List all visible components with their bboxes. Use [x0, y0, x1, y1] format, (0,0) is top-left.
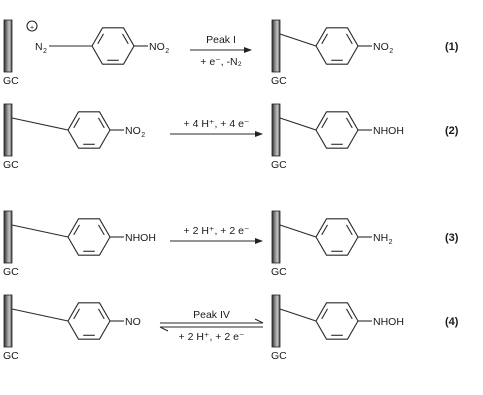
- reaction-3-arrow-head: [255, 238, 263, 244]
- reaction-4-arrow-label-above: Peak IV: [193, 309, 230, 321]
- reaction-4-reactant-gc-electrode: [4, 295, 12, 347]
- reaction-4-reactant-surface-bond: [12, 309, 68, 321]
- reaction-3-product-substituent-label: NH: [373, 232, 389, 244]
- reaction-4-reactant-gc-label: GC: [3, 350, 19, 362]
- reaction-2-product-gc-electrode: [272, 104, 280, 156]
- reaction-1-arrow-label-below: + e⁻, -N₂: [200, 56, 242, 68]
- reaction-1-equation-number: (1): [445, 41, 459, 53]
- reaction-2-reactant-benzene-ring: [68, 112, 110, 148]
- reaction-3-reactant-gc-electrode: [4, 211, 12, 263]
- reaction-1-product-substituent-subscript: 2: [389, 48, 394, 55]
- reaction-3-product-benzene-ring: [316, 219, 358, 255]
- reaction-1-product-substituent-label: NO: [373, 41, 389, 53]
- reaction-3-product-gc-electrode: [272, 211, 280, 263]
- reaction-3-product-gc-label: GC: [271, 266, 287, 278]
- reaction-4-product-substituent-label: NHOH: [373, 316, 404, 328]
- reaction-4-arrow-forward-head: [255, 319, 263, 323]
- reaction-2-product-gc-label: GC: [271, 159, 287, 171]
- reaction-1-reactant-substituent-label: NO: [149, 41, 165, 53]
- reaction-1-arrow-label-above: Peak I: [206, 34, 236, 46]
- reaction-3-equation-number: (3): [445, 232, 459, 244]
- reaction-3-product-substituent-subscript: 2: [388, 239, 393, 246]
- reaction-3-product-surface-bond: [280, 225, 316, 237]
- reaction-3: [3, 211, 459, 278]
- reaction-1-reactant-substituent-subscript: 2: [165, 48, 170, 55]
- reaction-1-diazonium-subscript: 2: [43, 48, 47, 55]
- reaction-4-product-surface-bond: [280, 309, 316, 321]
- reaction-1-product-gc-electrode: [272, 20, 280, 72]
- reaction-2-arrow-head: [255, 131, 263, 137]
- reaction-3-reactant-benzene-ring: [68, 219, 110, 255]
- reaction-4-product-gc-electrode: [272, 295, 280, 347]
- reaction-2-reactant-surface-bond: [12, 118, 68, 130]
- reaction-1-product-surface-bond: [280, 34, 316, 46]
- reaction-2-product-substituent-label: NHOH: [373, 125, 404, 137]
- reaction-4-product-benzene-ring: [316, 303, 358, 339]
- reaction-1: [3, 20, 459, 87]
- reaction-1-charge-sign: +: [29, 24, 35, 32]
- reaction-3-reactant-surface-bond: [12, 225, 68, 237]
- reaction-2-reactant-substituent-subscript: 2: [141, 132, 146, 139]
- reaction-4: [3, 295, 459, 362]
- reaction-2: [3, 104, 459, 171]
- reaction-3-arrow-label-above: + 2 H⁺, + 2 e⁻: [183, 225, 250, 237]
- reaction-4-reactant-substituent-label: NO: [125, 316, 141, 328]
- reaction-2-arrow-label-above: + 4 H⁺, + 4 e⁻: [183, 118, 250, 130]
- reaction-4-reactant-benzene-ring: [68, 303, 110, 339]
- reaction-1-reactant-gc-electrode: [4, 20, 12, 72]
- reaction-2-reactant-gc-electrode: [4, 104, 12, 156]
- reaction-3-reactant-substituent-label: NHOH: [125, 232, 156, 244]
- reaction-3-reactant-gc-label: GC: [3, 266, 19, 278]
- reaction-1-diazonium-n: N: [35, 41, 43, 53]
- reaction-1-reactant-benzene-ring: [92, 28, 134, 64]
- reaction-2-reactant-gc-label: GC: [3, 159, 19, 171]
- reaction-1-product-gc-label: GC: [271, 75, 287, 87]
- reaction-1-charge-symbol: [27, 21, 37, 32]
- reaction-2-product-surface-bond: [280, 118, 316, 130]
- reaction-4-product-gc-label: GC: [271, 350, 287, 362]
- reaction-1-reactant-gc-label: GC: [3, 75, 19, 87]
- reaction-4-arrow-label-below: + 2 H⁺, + 2 e⁻: [178, 331, 245, 343]
- reaction-2-product-benzene-ring: [316, 112, 358, 148]
- reaction-2-equation-number: (2): [445, 125, 459, 137]
- reaction-4-equation-number: (4): [445, 316, 459, 328]
- reaction-2-reactant-substituent-label: NO: [125, 125, 141, 137]
- reaction-1-product-benzene-ring: [316, 28, 358, 64]
- reaction-1-arrow-head: [244, 47, 252, 53]
- reaction-4-arrow-reverse-head: [160, 327, 168, 331]
